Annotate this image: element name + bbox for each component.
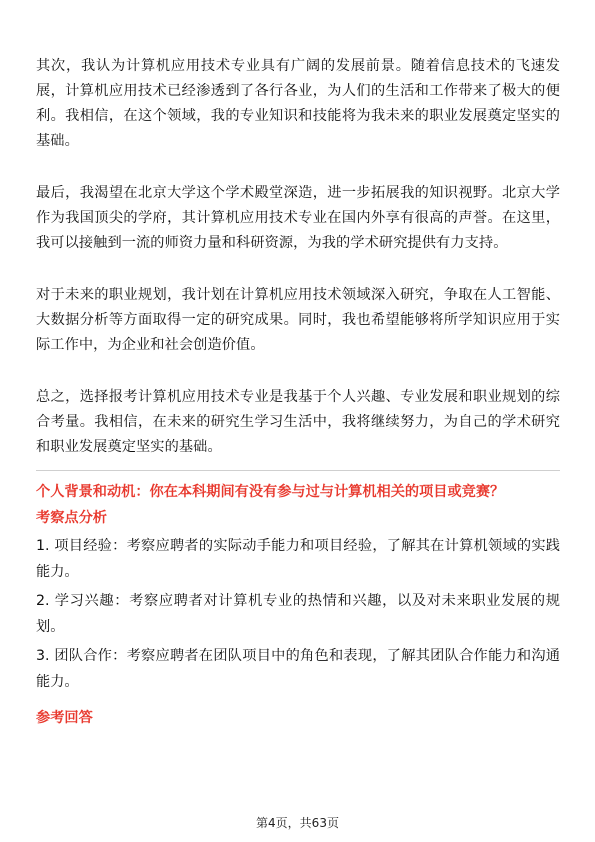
analysis-item: 3. 团队合作：考察应聘者在团队项目中的角色和表现，了解其团队合作能力和沟通能力。 [36,648,560,690]
document-page [36,54,560,729]
body-paragraph: 总之，选择报考计算机应用技术专业是我基于个人兴趣、专业发展和职业规划的综合考量。我相信，在未来的研究生学习生活中，我将继续努力，为自己的学术研究和职业发展奠定坚实的基础。 [36,389,560,455]
page-number: 第4页，共63页 [256,816,339,830]
body-paragraph: 对于未来的职业规划，我计划在计算机应用技术领域深入研究，争取在人工智能、大数据分析等方面取得一定的研究成果。同时，我也希望能够将所学知识应用于实际工作中，为企业和社会创造价值。 [36,287,560,353]
analysis-item: 1. 项目经验：考察应聘者的实际动手能力和项目经验，了解其在计算机领域的实践能力。 [36,538,560,580]
question-heading: 个人背景和动机：你在本科期间有没有参与过与计算机相关的项目或竞赛？ [36,484,505,500]
section-divider [36,470,560,471]
answer-heading: 参考回答 [36,710,93,726]
analysis-heading: 考察点分析 [36,510,107,526]
analysis-item: 2. 学习兴趣：考察应聘者对计算机专业的热情和兴趣，以及对未来职业发展的规划。 [36,593,560,635]
body-paragraph: 最后，我渴望在北京大学这个学术殿堂深造，进一步拓展我的知识视野。北京大学作为我国顶尖的学府，其计算机应用技术专业在国内外享有很高的声誉。在这里，我可以接触到一流的师资力量和科研资源，为我的学术研究提供有力支持。 [36,185,560,251]
body-paragraph: 其次，我认为计算机应用技术专业具有广阔的发展前景。随着信息技术的飞速发展，计算机应用技术已经渗透到了各行各业，为人们的生活和工作带来了极大的便利。我相信，在这个领域，我的专业知识和技能将为我未来的职业发展奠定坚实的基础。 [36,58,560,149]
